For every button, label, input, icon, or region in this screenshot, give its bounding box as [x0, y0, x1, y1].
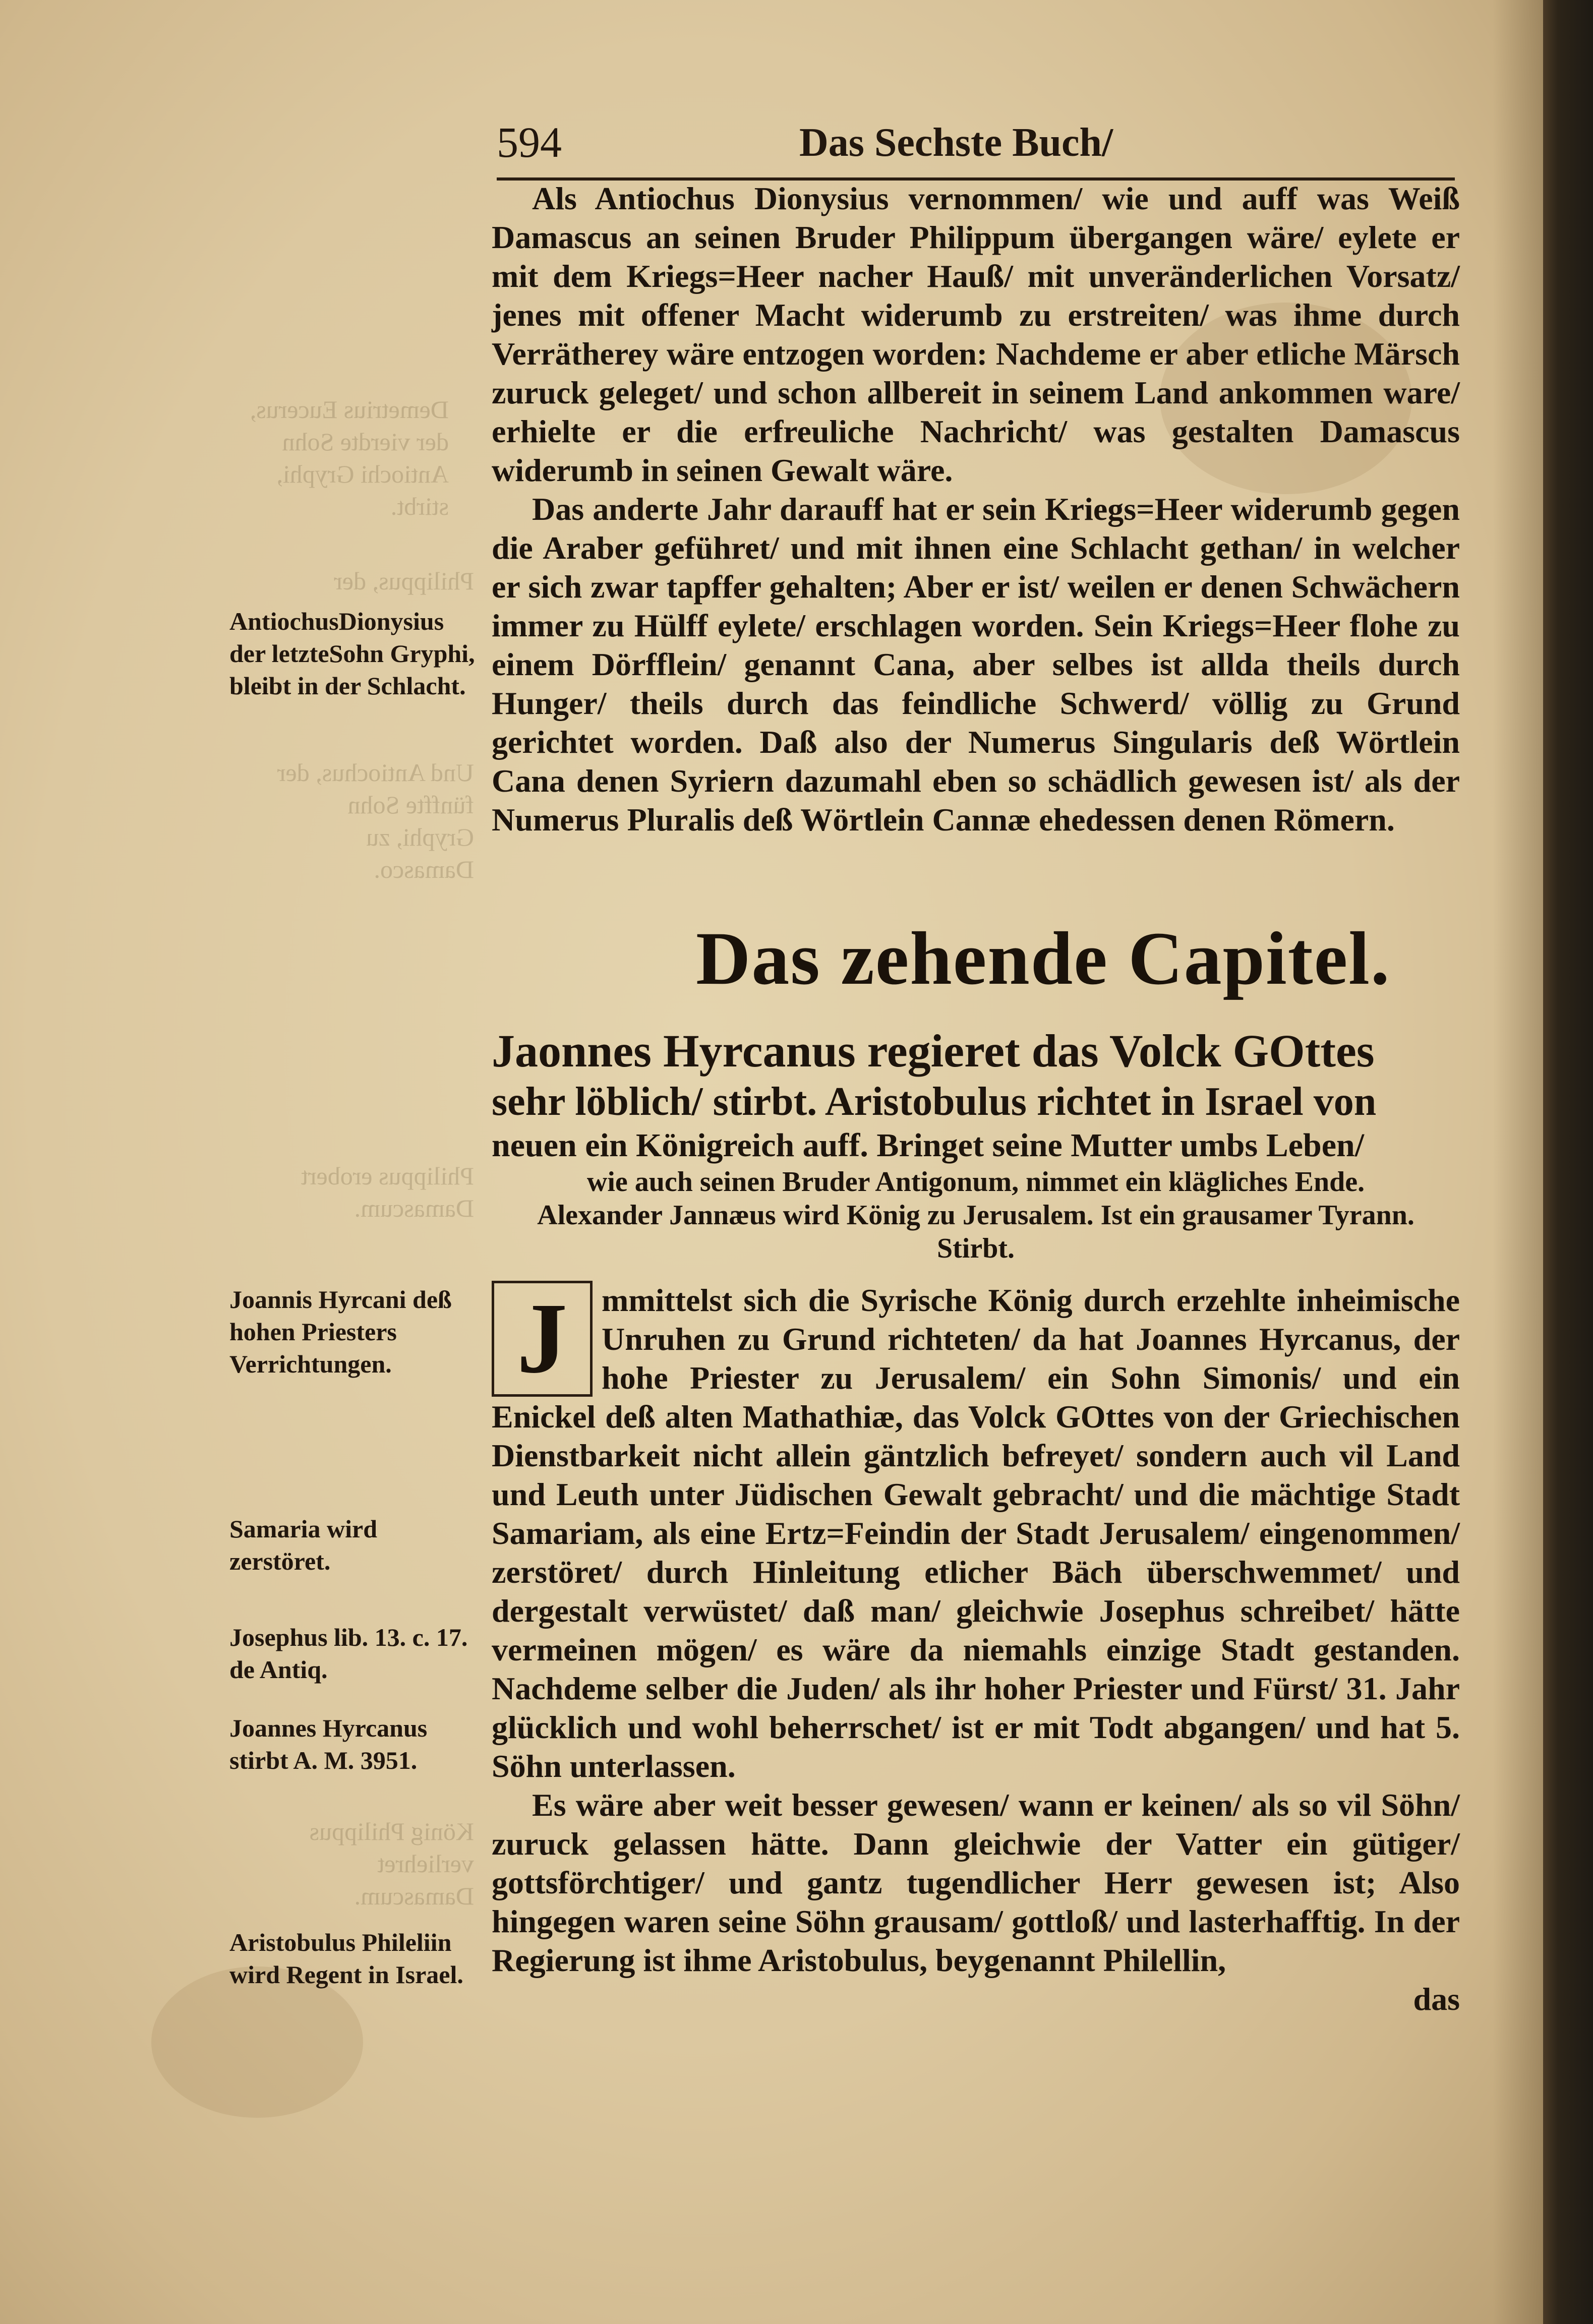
sidenote-hyrcanus-death: Joannes Hyrcanus stirbt A. M. 3951.	[229, 1714, 428, 1774]
paragraph: mmittelst sich die Syrische König durch erzehlte inheimische Unruhen zu Grund richteten/ da hat Joannes Hyrcanus, der hohe Priester zu Jerusalem/ ein Sohn Simonis/ und ein Enickel deß alten Mathathiæ, das Volck GOttes von der Griechischen Dienstbarkeit nicht allein gäntzlich befreyet/ sondern auch vil Land und Leuth unter Jüdischen Gewalt gebracht/ und die mächtige Stadt Samariam, als eine Ertz=Feindin der Stadt Jerusalem/ eingenommen/ zerstöret/ durch Hinleitung etlicher Bäch überschwemmet/ und dergestalt verwüstet/ daß man/ gleichwie Josephus schreibet/ hätte vermeinen mögen/ es wäre da niemahls einzige Stadt gestanden. Nachdeme selber die Juden/ als ihr hoher Priester und Fürst/ 31. Jahr glücklich und wohl beherrschet/ ist er mit Todt abgangen/ und hat 5. Söhn unterlassen.	[492, 1282, 1460, 1784]
paragraph: Das anderte Jahr darauff hat er sein Kriegs=Heer widerumb gegen die Araber geführet/ und mit ihnen eine Schlacht gethan/ in welcher er sich zwar tapffer gehalten; Aber er ist/ weilen er denen Schwächern immer zu Hülff eylete/ erschlagen worden. Sein Kriegs=Heer flohe zu einem Dörfflein/ genannt Cana, aber selbes ist allda theils durch Hunger/ theils durch das feindliche Schwerd/ völlig zu Grund gerichtet worden. Daß also der Numerus Singularis deß Wörtlein Cana denen Syriern dazumahl eben so schädlich gewesen ist/ als der Numerus Pluralis deß Wörtlein Cannæ ehedessen denen Römern.	[492, 491, 1460, 838]
running-head: Das Sechste Buch/	[799, 121, 1113, 165]
paragraph: Es wäre aber weit besser gewesen/ wann er keinen/ als so vil Söhn/ zuruck gelassen hätte. Dann gleichwie der Vatter ein gütiger/ gottsförchtiger/ und gantz tugendlicher Herr gewesen ist; Also hingegen waren seine Söhn grausam/ gottloß/ und lasterhafftig. In der Regierung ist ihme Aristobulus, beygenannt Philellin,	[492, 1787, 1460, 1978]
sidenote-hyrcanus-deeds: Joannis Hyrcani deß hohen Priesters Verrichtungen.	[229, 1285, 452, 1378]
summary-line: sehr löblich/ stirbt. Aristobulus richtet in Israel von	[492, 1080, 1377, 1124]
sidenote-aristobulus: Aristobulus Phileliin wird Regent in Israel.	[229, 1928, 463, 1989]
summary-line: wie auch seinen Bruder Antigonum, nimmet ein klägliches Ende. Alexander Jannæus wird König zu Jerusalem. Ist ein grausamer Tyrann. Stirbt.	[537, 1166, 1414, 1264]
book-binding-edge	[1543, 0, 1593, 2324]
gutter-shadow	[1493, 0, 1543, 2324]
sidenote-antiochus: AntiochusDionysius der letzteSohn Gryphi, bleibt in der Schlacht.	[229, 607, 475, 700]
page-number: 594	[497, 118, 562, 166]
page-header	[497, 117, 1455, 181]
chapter-summary	[492, 1024, 1460, 1265]
summary-line: Jaonnes Hyrcanus regieret das Volck GOttes	[492, 1025, 1375, 1077]
chapter-title: Das zehende Capitel.	[696, 917, 1391, 1000]
summary-line: neuen ein Königreich auff. Bringet seine Mutter umbs Leben/	[492, 1127, 1365, 1164]
bleed-through-text: Und Antiochus, der fünffte Sohn Gryphi, zu Damasco.	[277, 758, 474, 883]
paragraph: Als Antiochus Dionysius vernommen/ wie und auff was Weiß Damascus an seinen Bruder Philippum übergangen wäre/ eylete er mit dem Kriegs=Heer nacher Hauß/ mit unveränderlichen Vorsatz/ jenes mit offener Macht widerumb zu erstreiten/ was ihme durch Verrätherey wäre entzogen worden: Nachdeme er aber etliche Märsch zuruck geleget/ und schon allbereit in seinem Land ankommen ware/ erhielte er die erfreuliche Nachricht/ was gestalten Damascus widerumb in seinen Gewalt wäre.	[492, 181, 1460, 488]
bleed-through-text: Philippus erobert Damascum.	[301, 1162, 474, 1222]
body-text-top	[492, 179, 1460, 839]
catchword: das	[1413, 1981, 1460, 2017]
drop-initial: J	[492, 1281, 593, 1397]
body-text-chapter	[492, 1281, 1460, 2018]
bleed-through-text: Demetrius Eucerus, der vierdte Sohn Antiochi Gryphi, stirbt.	[250, 395, 449, 520]
bleed-through-text: Philippus, der	[334, 567, 474, 595]
sidenote-samaria: Samaria wird zerstöret.	[229, 1515, 378, 1575]
sidenote-josephus: Josephus lib. 13. c. 17. de Antiq.	[229, 1623, 468, 1684]
bleed-through-text: König Philippus verliehret Damascum.	[309, 1817, 474, 1910]
